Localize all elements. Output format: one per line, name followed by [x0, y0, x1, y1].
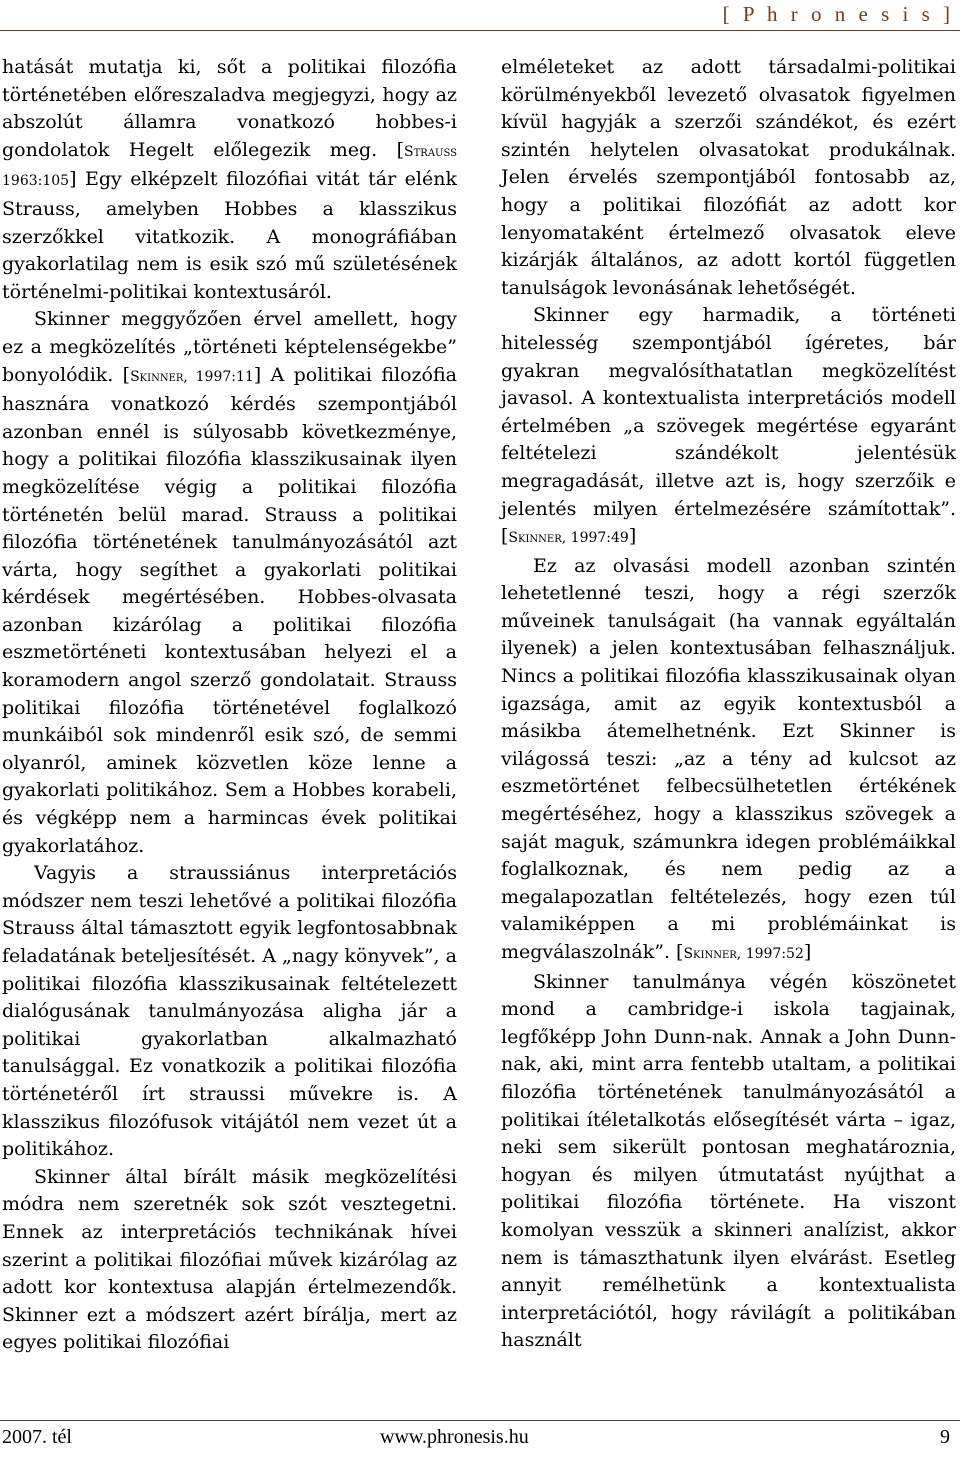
website-link[interactable]: www.phronesis.hu [380, 1426, 529, 1448]
journal-header: [ P h r o n e s i s ] [722, 2, 954, 26]
text-run: Ez az olvasási modell azonban szintén lehetetlenné teszi, hogy a régi szerzők műveinek tanulságait (ha vannak egyáltalán ilyenek) a jelen kontextusában felhasználjuk. Nincs a politikai filozófia klasszikusainak olyan igazsága, amit az egyik kontextusból a másikba átemelhetnénk. Ezt Skinner is világossá teszi: „az a tény ad kulcsot az eszmetörténet felbecsülhetetlen értékének megértéséhez, hogy a klasszikus szövegek a saját maguk, számunkra idegen problémáikkal foglalkoznak, és nem pedig az a megalapozatlan feltételezés, hogy ezen túl valamiképpen a mi problémáinkat is megválaszolnák”. [ [501, 554, 956, 963]
issue-label: 2007. tél [2, 1426, 72, 1448]
header-divider [0, 30, 960, 31]
page-footer [0, 1426, 960, 1452]
text-run: ] [803, 941, 812, 963]
text-run: hatását mutatja ki, sőt a politikai filozófia történetében előreszaladva megjegyzi, hogy az abszolút államra vonatkozó hobbes-i gondolatok Hegelt előlegezik meg. [ [2, 56, 457, 161]
citation: Skinner, 1997:52 [683, 946, 804, 962]
text-run: ] A politikai filozófia hasznára vonatkozó kérdés szempontjából azonban ennél is súlyosabb következménye, hogy a politikai filozófia klasszikusainak ilyen megközelítése végig a politikai filozófia történetén belül marad. Strauss a politikai filozófia történetének tanulmányozásától azt várta, hogy segíthet a gyakorlati politikai kérdések megértésében. Hobbes-olvasata azonban kizárólag a politikai filozófia eszmetörténeti kontextusában helyezi el a koramodern angol szerző gondolatait. Strauss politikai filozófia történetével foglalkozó munkáiból sok mindenről esik szó, de semmi olyanról, aminek közvetlen köze lenne a gyakorlati politikához. Sem a Hobbes korabeli, és végképp nem a harmincas évek politikai gyakorlatához. [2, 363, 457, 857]
paragraph: elméleteket az adott társadalmi-politikai körülményekből levezető olvasatok figyelmen kívül hagyják a szerzői szándékot, és ezért szintén helytelen olvasatokat produkálnak. Jelen érvelés szempontjából fontosabb az, hogy a politikai filozófiát az adott kor lenyomataként értelmező olvasatok eleve kizárják általános, az adott kortól független tanulságok levonásának lehetőségét. [501, 56, 956, 299]
footer-divider [0, 1420, 960, 1421]
text-run: Skinner meggyőzően érvel amellett, hogy ez a megközelítés „történeti képtelenségekbe” bonyolódik. [ [2, 308, 457, 386]
paragraph [501, 553, 956, 969]
citation: Skinner, 1997:49 [508, 530, 629, 547]
paragraph [2, 306, 457, 860]
citation: Strauss 1963:105 [2, 143, 457, 190]
paragraph [2, 54, 457, 306]
text-run: Skinner egy harmadik, a történeti hitelesség szempontjából ígéretes, bár gyakran megvalósíthatatlan megközelítést javasol. A kontextualista interpretációs modell értelmében „a szövegek megértése egyaránt feltételezi szándékolt jelentésük megragadását, illetve azt is, hogy szerzőik e jelentés milyen értelmezésére számítottak”. [ [501, 304, 956, 548]
paragraph: Skinner által bírált másik megközelítési módra nem szeretnék sok szót vesztegetni. Ennek az interpretációs technikának hívei szerint a politikai filozófiai művek kizárólag az adott kor kontextusa alapján értelmezendők. Skinner ezt a módszert azért bírálja, mert az egyes politikai filozófiai [2, 1165, 457, 1354]
text-run: ] Egy elképzelt filozófiai vitát tár elénk Strauss, amelyben Hobbes a klasszikus szerzőkkel vitatkozik. A monográfiában gyakorlatilag nem is esik szó mű születésének történelmi-politikai kontextusáról. [2, 168, 457, 303]
citation: Skinner, 1997:11 [130, 368, 254, 385]
left-column [2, 54, 457, 1357]
paragraph: Vagyis a straussiánus interpretációs módszer nem teszi lehetővé a politikai filozófia Strauss által támasztott egyik legfontosabbnak feladatának beteljesítését. A „nagy könyvek”, a politikai filozófia klasszikusainak feltételezett dialógusának tanulmányozása aligha jár a politikai gyakorlatban alkalmazható tanulsággal. Ez vonatkozik a politikai filozófia történetéről írt straussi művekre is. A klasszikus filozófusok vitájától nem vezet út a politikához. [2, 862, 457, 1161]
right-column [501, 54, 956, 1355]
text-run: ] [628, 525, 637, 548]
page-number: 9 [940, 1426, 950, 1448]
paragraph: Skinner tanulmánya végén köszönetet mond a cambridge-i iskola tagjainak, legfőképp John Dunn-nak. Annak a John Dunn-nak, aki, mint arra fentebb utaltam, a politikai filozófia történetének tanulmányozásától a politikai ítéletalkotás elősegítését várta – igaz, neki sem sikerült pontosan meghatároznia, hogyan és milyen útmutatást nyújthat a politikai filozófia története. Ha viszont komolyan vesszük a skinneri analízist, akkor nem is támaszthatunk ilyen elvárást. Esetleg annyit remélhetünk a kontextualista interpretációtól, hogy rávilágít a politikában használt [501, 970, 956, 1352]
paragraph [501, 302, 956, 552]
